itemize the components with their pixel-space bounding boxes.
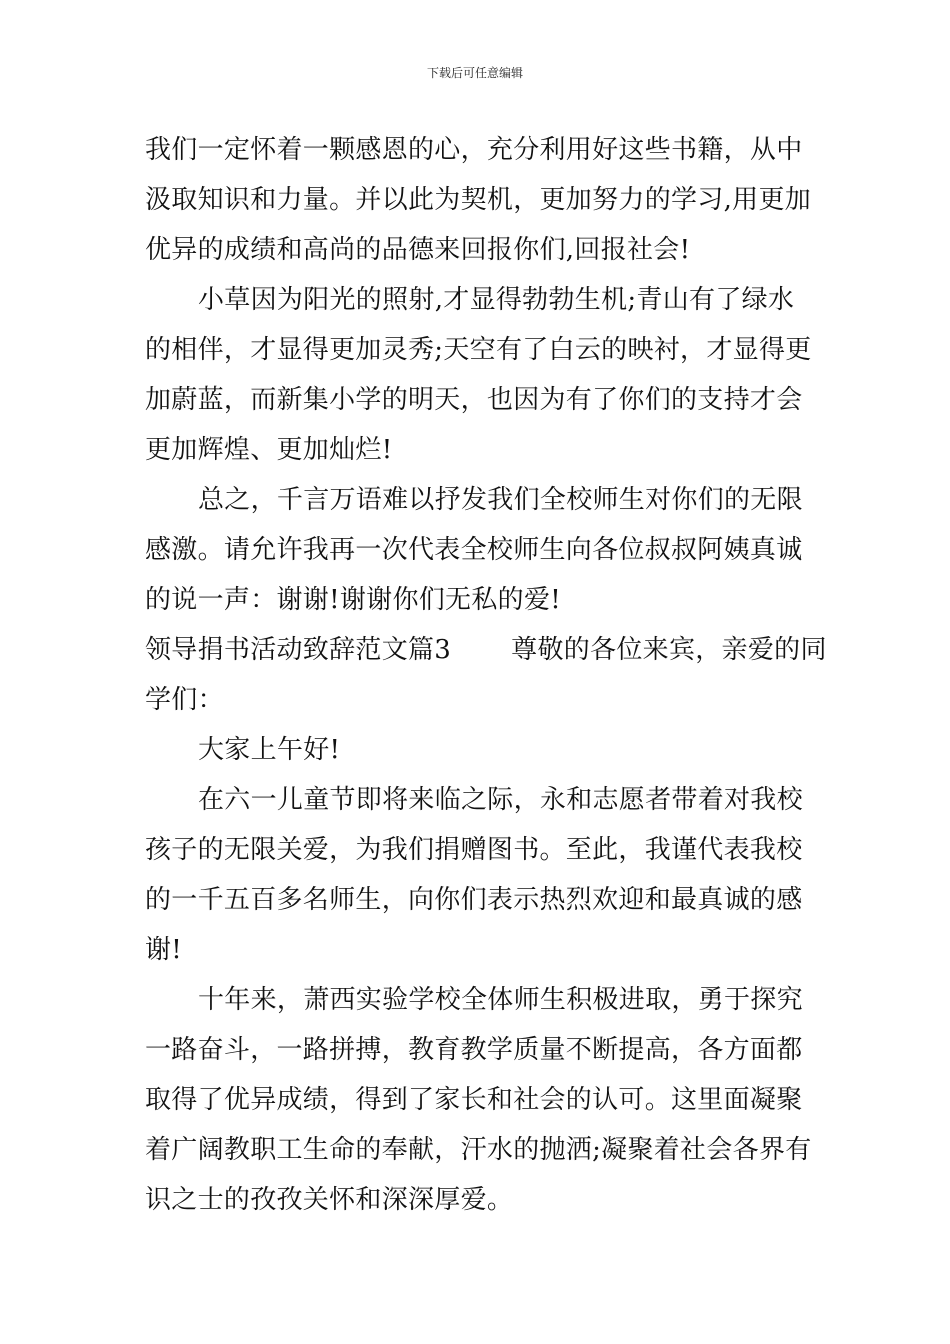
paragraph-start-line: 在六一儿童节即将来临之际，永和志愿者带着对我校: [198, 785, 803, 815]
section-title-line: [145, 625, 827, 675]
text-line: 孩子的无限关爱，为我们捐赠图书。至此，我谨代表我校: [145, 835, 803, 865]
salutation-start: 尊敬的各位来宾，亲爱的同: [511, 635, 827, 665]
text-line: 一路奋斗，一路拼搏，教育教学质量不断提高，各方面都: [145, 1035, 803, 1065]
text-line: 更加辉煌、更加灿烂!: [145, 435, 393, 465]
text-line: 的相伴，才显得更加灵秀;天空有了白云的映衬，才显得更: [145, 335, 812, 365]
text-line: 谢!: [145, 935, 183, 965]
text-line: 我们一定怀着一颗感恩的心，充分利用好这些书籍，从中: [145, 135, 803, 165]
paragraph-start-line: 总之，千言万语难以抒发我们全校师生对你们的无限: [198, 485, 803, 515]
text-line: 的说一声：谢谢!谢谢你们无私的爱!: [145, 585, 561, 615]
text-line: 着广阔教职工生命的奉献，汗水的抛洒;凝聚着社会各界有: [145, 1135, 812, 1165]
text-line: 感激。请允许我再一次代表全校师生向各位叔叔阿姨真诚: [145, 535, 803, 565]
greeting-line: 大家上午好!: [198, 735, 341, 765]
text-line: 汲取知识和力量。并以此为契机，更加努力的学习,用更加: [145, 185, 812, 215]
document-body: [145, 125, 827, 1225]
paragraph-start-line: 十年来，萧西实验学校全体师生积极进取，勇于探究: [198, 985, 803, 1015]
page-header: 下载后可任意编辑: [426, 66, 523, 80]
paragraph-start-line: 小草因为阳光的照射,才显得勃勃生机;青山有了绿水: [198, 285, 795, 315]
text-line: 学们：: [145, 685, 224, 715]
text-line: 取得了优异成绩，得到了家长和社会的认可。这里面凝聚: [145, 1085, 803, 1115]
text-line: 优异的成绩和高尚的品德来回报你们,回报社会!: [145, 235, 691, 265]
section-title: 领导捐书活动致辞范文篇3: [145, 635, 452, 665]
text-line: 加蔚蓝，而新集小学的明天，也因为有了你们的支持才会: [145, 385, 803, 415]
text-line: 识之士的孜孜关怀和深深厚爱。: [145, 1185, 514, 1215]
text-line: 的一千五百多名师生，向你们表示热烈欢迎和最真诚的感: [145, 885, 803, 915]
